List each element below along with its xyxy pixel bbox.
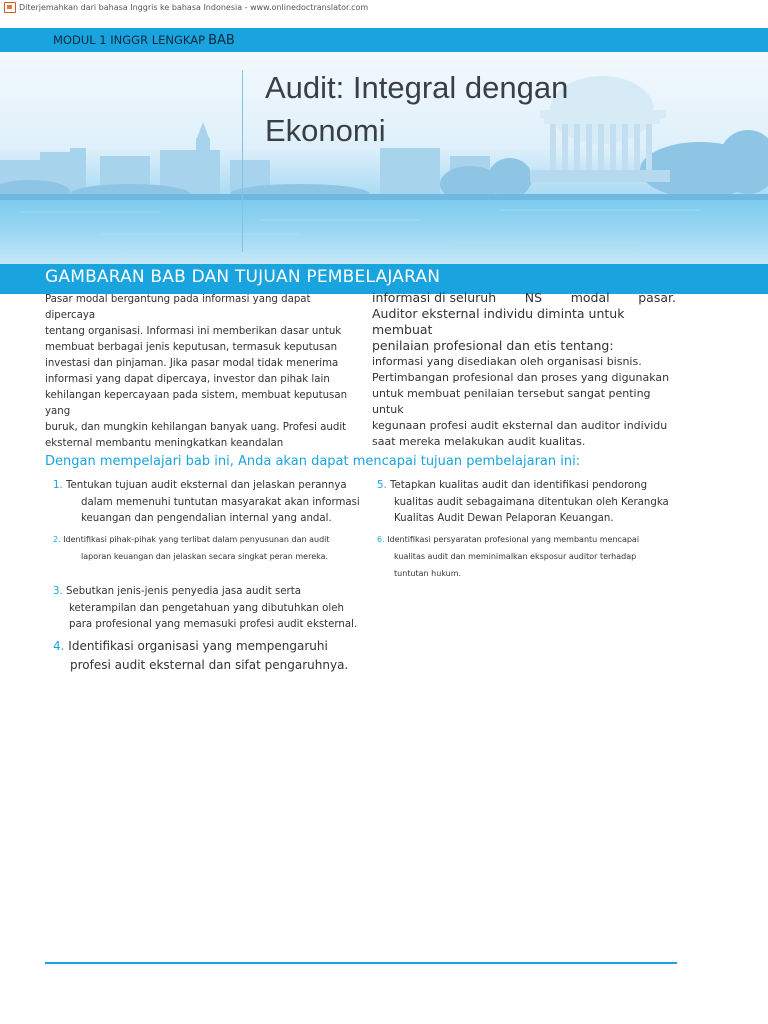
intro-right-word: informasi di seluruh	[372, 290, 497, 305]
objective-text: laporan keuangan dan jelaskan secara singkat peran mereka.	[81, 552, 329, 561]
objective-text: kualitas audit dan meminimalkan eksposur auditor terhadap	[394, 552, 637, 561]
intro-left-line: membuat berbagai jenis keputusan, termasuk keputusan	[45, 342, 338, 353]
objective-text: tuntutan hukum.	[394, 569, 462, 578]
intro-left-line: Pasar modal bergantung pada informasi yang dapat dipercaya	[45, 294, 311, 321]
objective-text: para profesional yang memasuki profesi audit eksternal.	[69, 619, 358, 630]
objective-number: 4.	[53, 639, 65, 653]
intro-right-line: informasi yang disediakan oleh organisasi bisnis.	[372, 355, 642, 368]
intro-right-column	[372, 290, 676, 450]
bab-label: BAB	[208, 33, 235, 48]
chapter-title-line: Audit: Integral dengan	[265, 70, 569, 105]
chapter-hero-banner	[0, 52, 768, 264]
objective-number: 5.	[377, 480, 387, 491]
objective-text: Identifikasi pihak-pihak yang terlibat dalam penyusunan dan audit	[63, 535, 330, 544]
intro-right-first-line	[372, 290, 676, 306]
chapter-title-line: Ekonomi	[265, 113, 386, 148]
objective-text: keuangan dan pengendalian internal yang andal.	[81, 513, 332, 524]
intro-right-word: modal	[570, 290, 610, 305]
intro-right-word: NS	[524, 290, 543, 305]
objective-text: kualitas audit sebagaimana ditentukan oleh Kerangka	[394, 496, 669, 508]
objective-item	[377, 478, 669, 528]
translator-note[interactable]	[4, 0, 368, 14]
objective-text: Identifikasi organisasi yang mempengaruhi	[68, 639, 328, 653]
objective-text: Kualitas Audit Dewan Pelaporan Keuangan.	[394, 513, 614, 524]
objective-item	[377, 531, 639, 582]
intro-right-line: Pertimbangan profesional dan proses yang digunakan	[372, 371, 670, 384]
intro-right-line: kegunaan profesi audit eksternal dan auditor individu	[372, 419, 668, 432]
objective-text: Sebutkan jenis-jenis penyedia jasa audit serta	[65, 586, 301, 597]
intro-right-line: untuk membuat penilaian tersebut sangat penting untuk	[372, 387, 651, 416]
objective-text: Identifikasi persyaratan profesional yang membantu mencapai	[387, 535, 640, 544]
objectives-heading: Dengan mempelajari bab ini, Anda akan dapat mencapai tujuan pembelajaran ini:	[45, 454, 581, 469]
objective-text: Tetapkan kualitas audit dan identifikasi pendorong	[389, 480, 648, 491]
translator-note-text[interactable]: Diterjemahkan dari bahasa Inggris ke bahasa Indonesia - www.onlinedoctranslator.com	[19, 2, 369, 12]
intro-right-line: Auditor eksternal individu diminta untuk membuat	[372, 306, 625, 337]
objective-item	[53, 478, 360, 528]
bottom-rule	[45, 962, 677, 964]
objective-text: profesi audit eksternal dan sifat pengaruhnya.	[70, 657, 349, 672]
module-header-bar	[0, 28, 768, 52]
module-label-text: MODUL 1 INGGR LENGKAP	[53, 33, 206, 47]
section-title: GAMBARAN BAB DAN TUJUAN PEMBELAJARAN	[45, 267, 441, 287]
intro-left-line: tentang organisasi. Informasi ini memberikan dasar untuk	[45, 326, 342, 337]
objective-number: 1.	[53, 480, 63, 491]
objective-item	[53, 531, 330, 565]
objective-text: Tentukan tujuan audit eksternal dan jelaskan perannya	[65, 480, 347, 491]
objective-text: keterampilan dan pengetahuan yang dibutuhkan oleh	[69, 602, 344, 614]
intro-left-line: buruk, dan mungkin kehilangan banyak uang. Profesi audit	[45, 422, 347, 433]
intro-left-line: investasi dan pinjaman. Jika pasar modal tidak menerima	[45, 358, 339, 369]
intro-left-line: kehilangan kepercayaan pada sistem, membuat keputusan yang	[45, 390, 348, 417]
intro-left-line: informasi yang dapat dipercaya, investor dan pihak lain	[45, 374, 330, 385]
objective-item	[53, 637, 348, 674]
objective-number: 2.	[53, 535, 61, 544]
intro-right-line: saat mereka melakukan audit kualitas.	[372, 435, 586, 448]
objective-item	[53, 584, 357, 634]
intro-left-column	[45, 292, 355, 452]
intro-right-word: pasar.	[638, 290, 676, 305]
hero-divider	[242, 70, 243, 252]
objective-number: 3.	[53, 586, 63, 597]
intro-right-line: penilaian profesional dan etis tentang:	[372, 338, 614, 353]
module-label	[53, 33, 235, 48]
document-translate-icon	[4, 2, 16, 13]
objective-text: dalam memenuhi tuntutan masyarakat akan informasi	[81, 496, 360, 508]
objective-number: 6.	[377, 535, 385, 544]
chapter-title	[265, 66, 625, 152]
intro-left-line: eksternal membantu meningkatkan keandalan	[45, 438, 284, 449]
